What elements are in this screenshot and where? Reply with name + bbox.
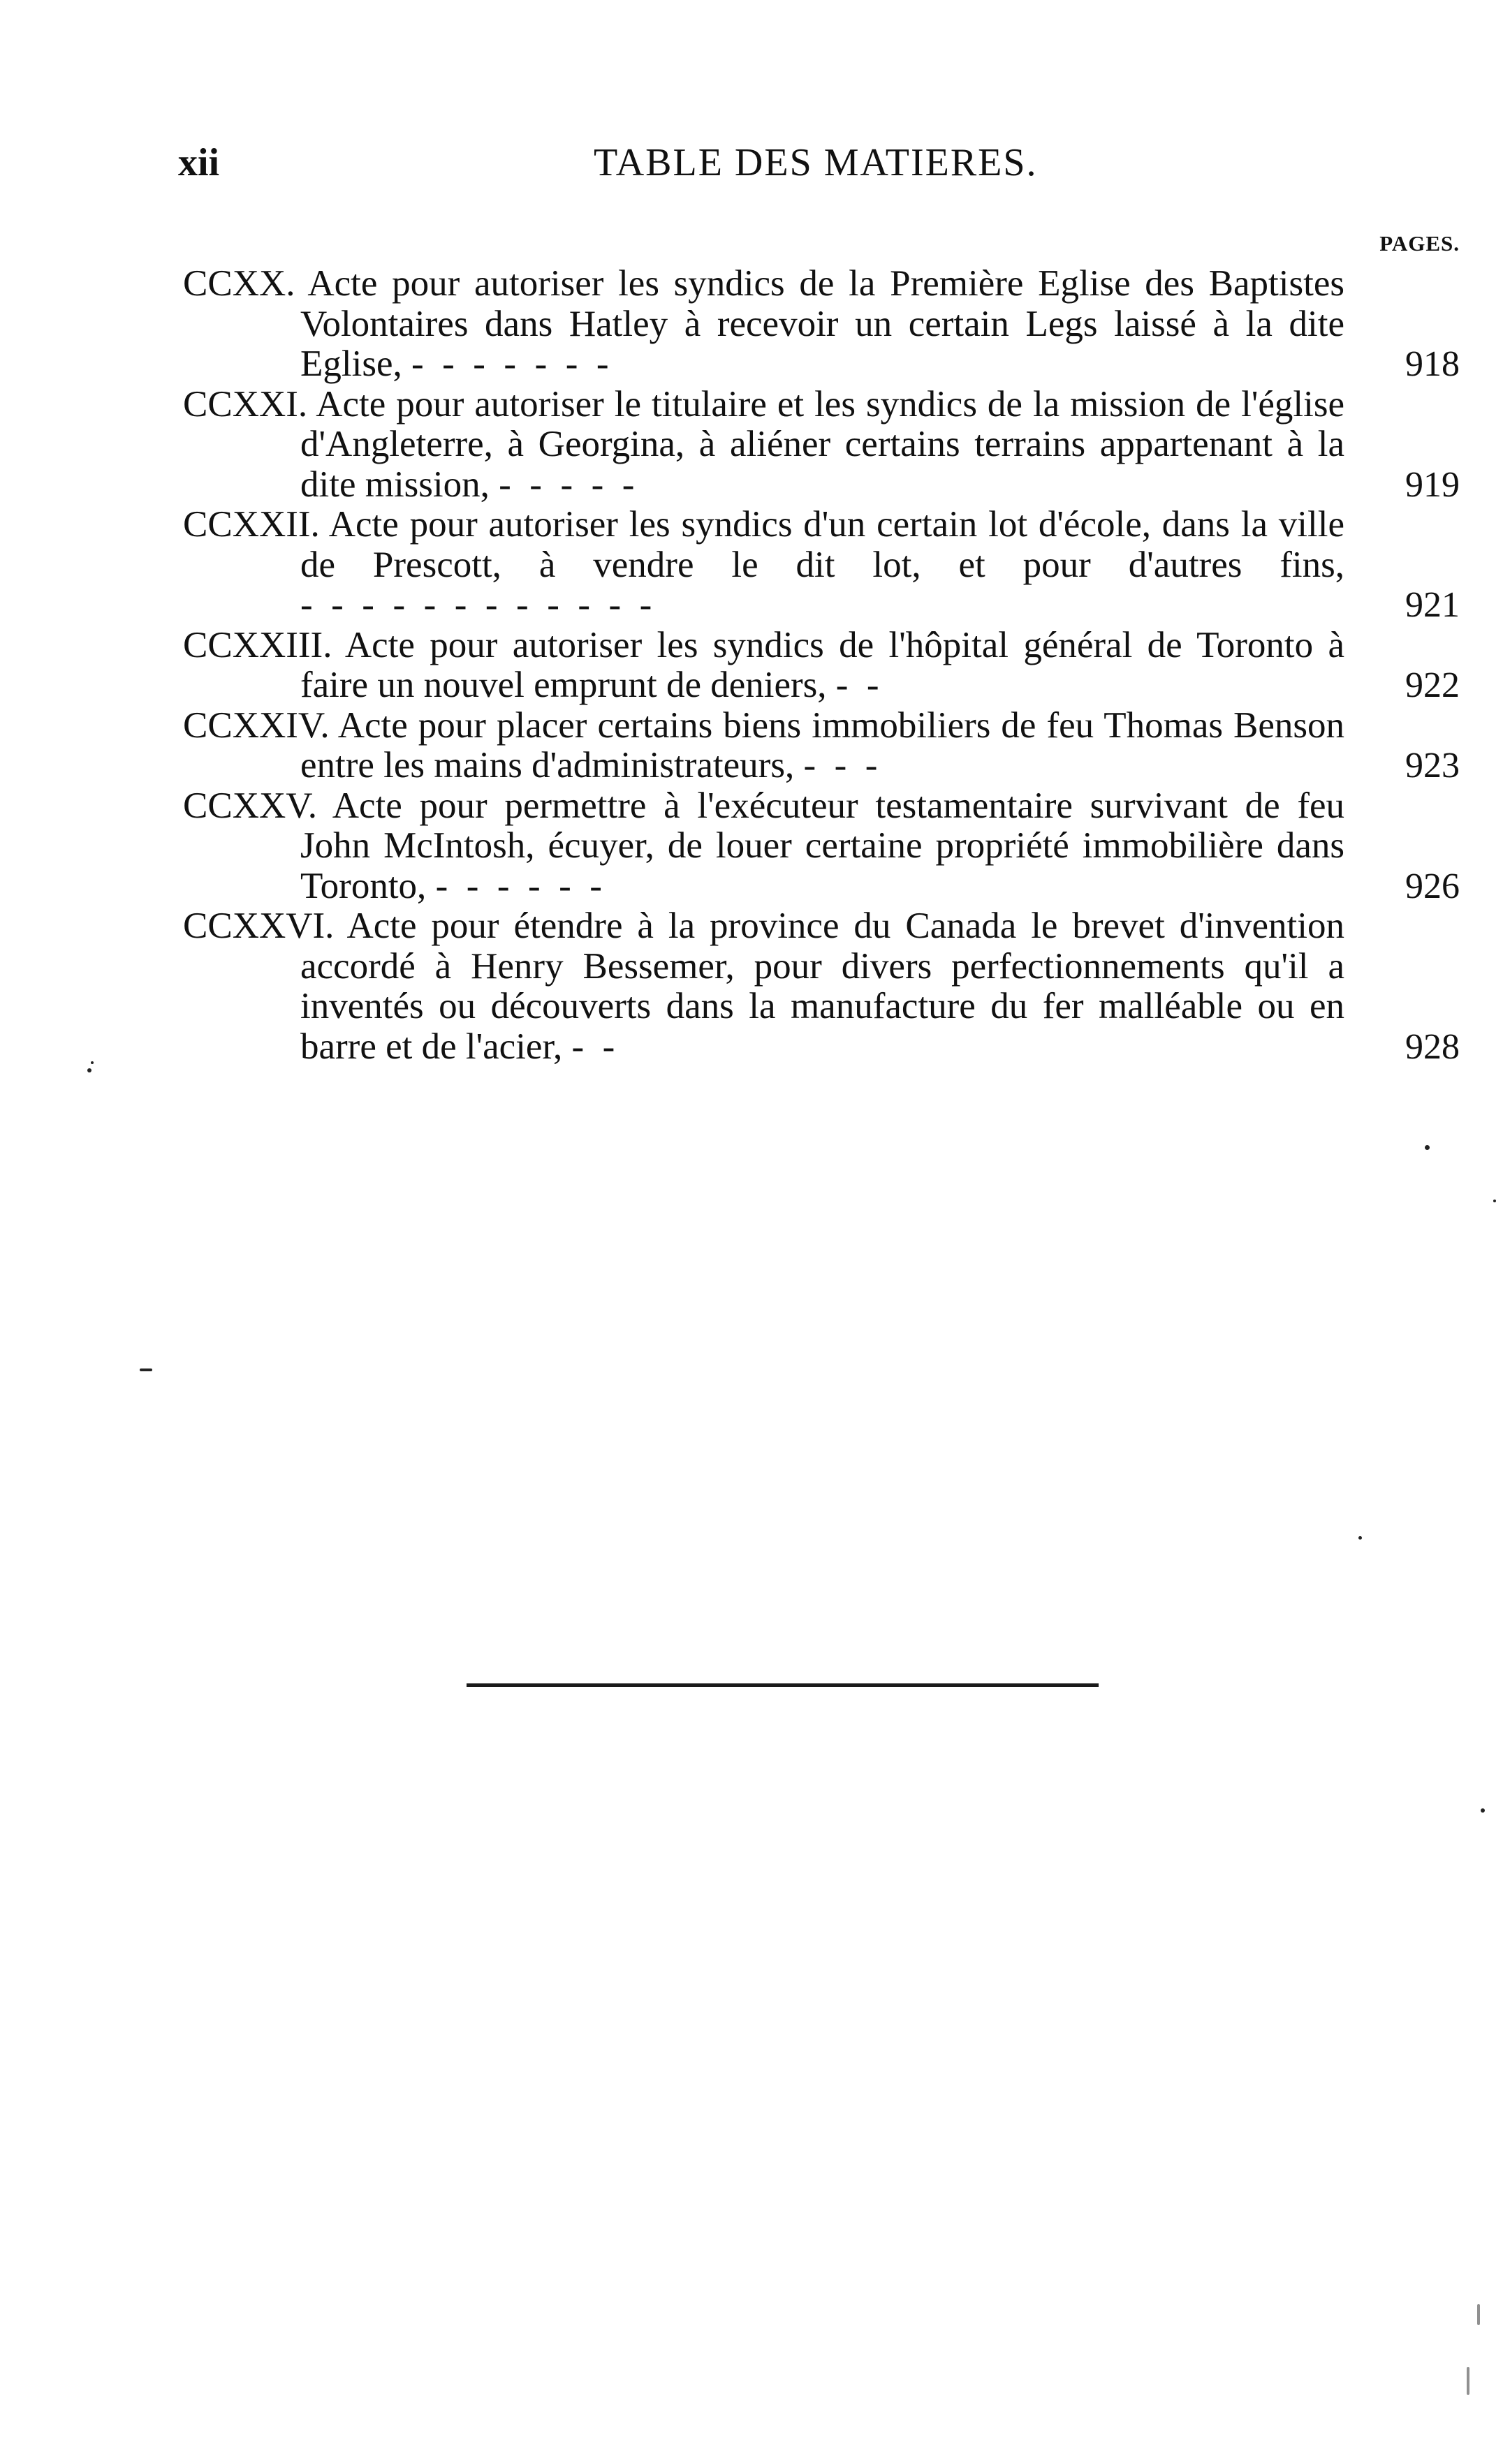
- toc-entry: [183, 906, 1460, 1067]
- entry-text: Acte pour étendre à la province du Canada le brevet d'invention accordé à Henry Bessemer, pour divers perfectionnements qu'il a inventés ou découverts dans la manufacture du fer malléable ou en barre et de l'acier,: [300, 906, 1344, 1067]
- scan-speck: [1493, 1200, 1496, 1202]
- dot-leader: - - - - - - -: [411, 344, 609, 384]
- pages-column-label: PAGES.: [1379, 231, 1460, 256]
- scan-speck: [1477, 2304, 1480, 2325]
- entry-number: CCXXV.: [183, 785, 317, 826]
- page-number: xii: [178, 141, 220, 184]
- entry-text: Acte pour placer certains biens immobiliers de feu Thomas Benson entre les mains d'administrateurs,: [300, 704, 1345, 785]
- entry-text: Acte pour autoriser les syndics de l'hôpital général de Toronto à faire un nouvel emprunt de deniers,: [300, 624, 1345, 705]
- entry-page: 928: [1405, 1026, 1460, 1067]
- scan-speck: [1358, 1536, 1362, 1540]
- table-of-contents: [183, 264, 1460, 1067]
- entry-text: Acte pour permettre à l'exécuteur testamentaire survivant de feu John McIntosh, écuyer, de louer certaine propriété immobilière dans Toronto,: [300, 785, 1344, 906]
- entry-number: CCXXIII.: [183, 624, 332, 665]
- scan-speck: [87, 1068, 91, 1072]
- entry-page: 923: [1405, 746, 1460, 785]
- entry-number: CCXX.: [183, 263, 295, 304]
- toc-entry: [183, 706, 1460, 786]
- toc-entry: [183, 505, 1460, 626]
- dot-leader: - - - - - - - - - - - -: [300, 584, 652, 625]
- running-title: TABLE DES MATIERES.: [594, 141, 1038, 184]
- toc-entry: [183, 264, 1460, 385]
- entry-number: CCXXVI.: [183, 906, 335, 946]
- entry-text: Acte pour autoriser le titulaire et les syndics de la mission de l'église d'Angleterre, à Georgina, à aliéner certains terrains appartenant à la dite mission,: [300, 383, 1344, 505]
- entry-page: 926: [1405, 866, 1460, 906]
- dot-leader: - - -: [803, 745, 878, 785]
- toc-entry: [183, 385, 1460, 506]
- entry-page: 921: [1405, 585, 1460, 625]
- entry-number: CCXXI.: [183, 383, 308, 425]
- entry-text: Acte pour autoriser les syndics d'un certain lot d'école, dans la ville de Prescott, à vendre le dit lot, et pour d'autres fins,: [300, 504, 1344, 585]
- scan-speck: [140, 1369, 152, 1371]
- toc-entry: [183, 626, 1460, 706]
- entry-text: Acte pour autoriser les syndics de la Première Eglise des Baptistes Volontaires dans Hatley à recevoir un certain Legs laissé à la dite Eglise,: [300, 263, 1344, 384]
- entry-page: 918: [1405, 344, 1460, 384]
- dot-leader: - - - - - -: [435, 865, 602, 906]
- scan-speck: [91, 1061, 94, 1064]
- entry-page: 919: [1405, 464, 1460, 505]
- dot-leader: - -: [835, 665, 879, 705]
- entry-page: 922: [1405, 665, 1460, 705]
- toc-entry: [183, 786, 1460, 907]
- scan-speck: [1467, 2367, 1469, 2395]
- scan-speck: [1481, 1808, 1485, 1813]
- dot-leader: - - - - -: [499, 464, 635, 505]
- entry-number: CCXXII.: [183, 504, 320, 545]
- scan-speck: [1425, 1145, 1430, 1150]
- dot-leader: - -: [571, 1026, 615, 1067]
- entry-number: CCXXIV.: [183, 704, 330, 746]
- closing-rule: [467, 1683, 1099, 1687]
